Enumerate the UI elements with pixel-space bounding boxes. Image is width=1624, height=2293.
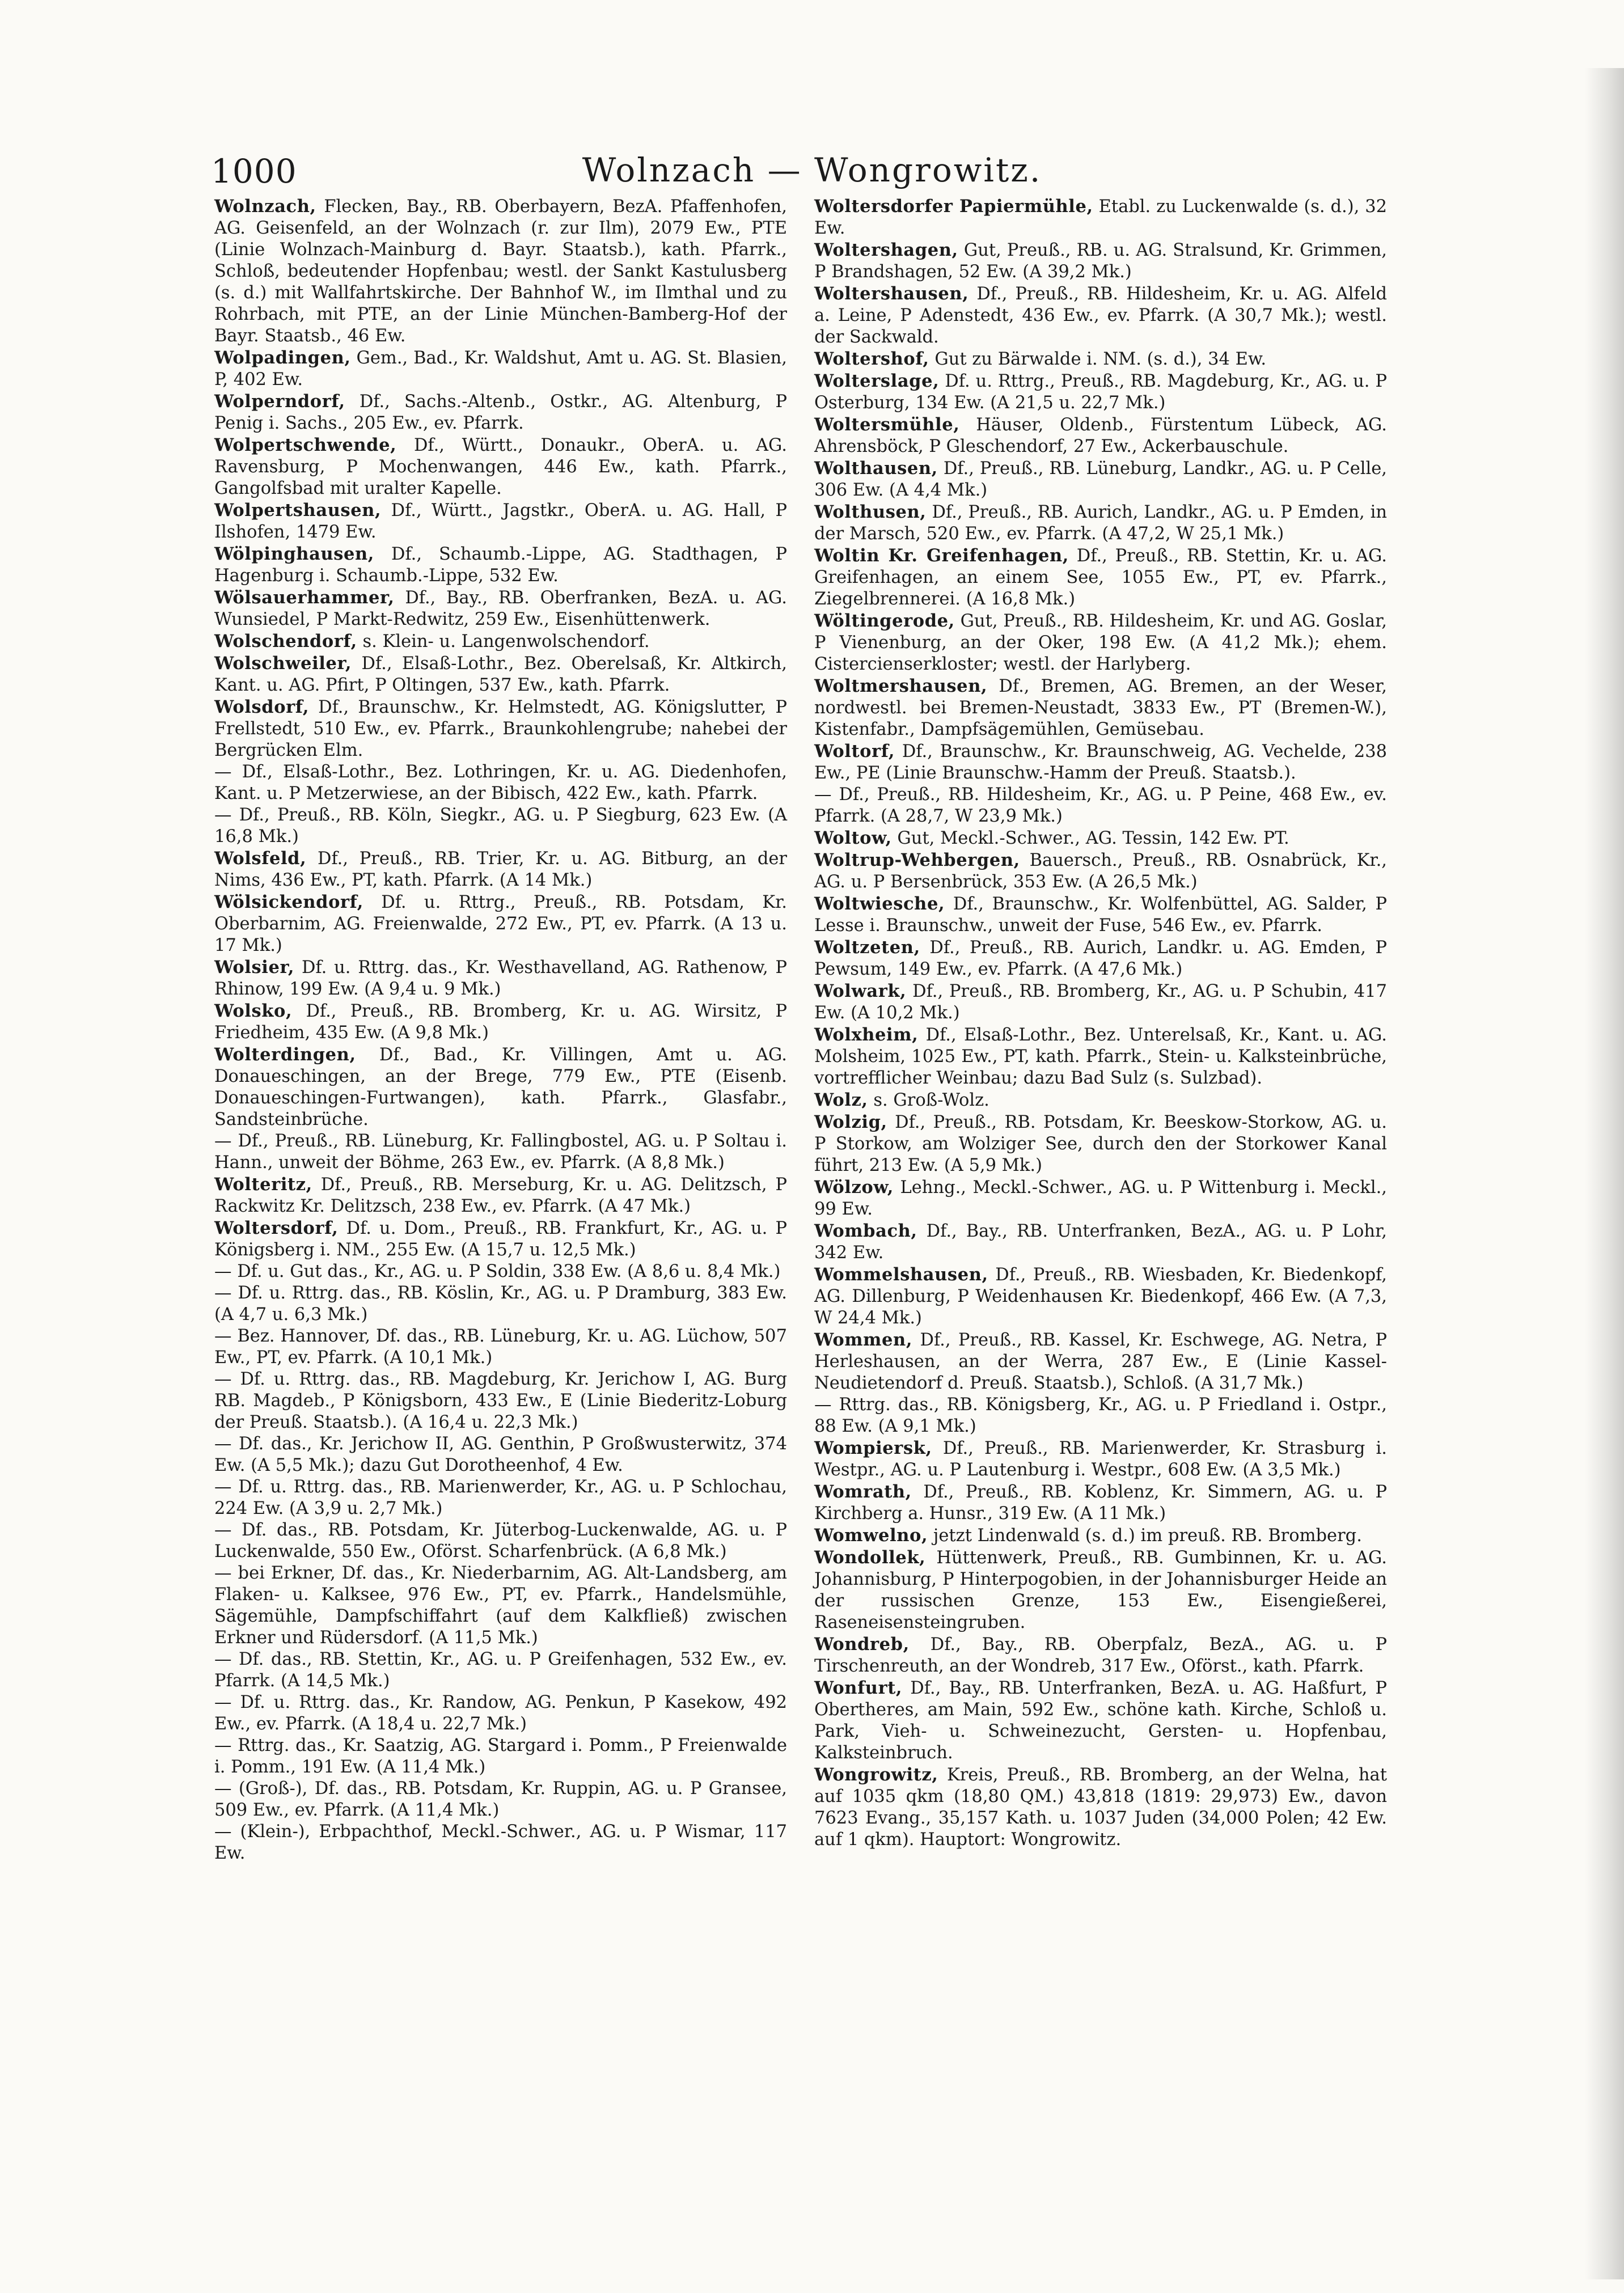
entry-headword: Wolzig,	[814, 1112, 887, 1132]
gazetteer-entry	[214, 848, 787, 891]
entry-headword: Wolterdingen,	[214, 1044, 356, 1065]
entry-text: s. Klein- u. Langenwolschendorf.	[362, 632, 650, 651]
gazetteer-entry	[814, 1089, 1387, 1111]
gazetteer-entry	[814, 827, 1387, 849]
entry-text: Df., Braunschw., Kr. Helmstedt, AG. Königslutter, P Frellstedt, 510 Ew., ev. Pfarrk., Braunkohlengrube; nahebei der Bergrücken Elm.	[214, 697, 787, 760]
gazetteer-entry	[814, 239, 1387, 283]
entry-text: Gut, Preuß., RB. u. AG. Stralsund, Kr. Grimmen, P Brandshagen, 52 Ew. (A 39,2 Mk.)	[814, 240, 1387, 282]
gazetteer-entry	[214, 891, 787, 957]
entry-text: Df., Preuß., RB. Bromberg, Kr., AG. u. P Schubin, 417 Ew. (A 10,2 Mk.)	[814, 981, 1387, 1023]
entry-text: Df., Bay., RB. Oberfranken, BezA. u. AG. Wunsiedel, P Markt-Redwitz, 259 Ew., Eisenhüttenwerk.	[214, 588, 787, 629]
entry-headword: Wolthusen,	[814, 502, 927, 522]
gazetteer-entry	[214, 434, 787, 500]
entry-headword: Wolwark,	[814, 981, 907, 1001]
gazetteer-entry	[214, 1563, 787, 1649]
gazetteer-entry	[214, 1477, 787, 1520]
entry-headword: Wölpinghausen,	[214, 544, 374, 564]
gazetteer-entry	[214, 631, 787, 653]
entry-text: — Df., Elsaß-Lothr., Bez. Lothringen, Kr. u. AG. Diedenhofen, Kant. u. P Metzerwiese, an der Bibisch, 422 Ew., kath. Pfarrk.	[214, 762, 787, 803]
entry-text: — bei Erkner, Df. das., Kr. Niederbarnim, AG. Alt-Landsberg, am Flaken- u. Kalksee, 976 Ew., PT, ev. Pfarrk., Handelsmühle, Sägemühle, Dampfschiffahrt (auf dem Kalkfließ) zwischen Erkner und Rüdersdorf. (A 11,5 Mk.)	[214, 1563, 787, 1648]
entry-text: Df. u. Rttrg., Preuß., RB. Magdeburg, Kr., AG. u. P Osterburg, 134 Ew. (A 21,5 u. 22,7 Mk.)	[814, 371, 1387, 413]
entry-text: Df., Bay., RB. Oberpfalz, BezA., AG. u. P Tirschenreuth, an der Wondreb, 317 Ew., Oförst., kath. Pfarrk.	[814, 1635, 1387, 1676]
entry-headword: Womrath,	[814, 1482, 912, 1502]
gazetteer-entry	[814, 1220, 1387, 1264]
gazetteer-entry	[814, 1024, 1387, 1089]
entry-text: — Df. u. Rttrg. das., RB. Köslin, Kr., AG. u. P Dramburg, 383 Ew. (A 4,7 u. 6,3 Mk.)	[214, 1283, 787, 1325]
entry-headword: Woltershausen,	[814, 284, 969, 304]
entry-headword: Woltershof,	[814, 349, 929, 369]
entry-text: Gem., Bad., Kr. Waldshut, Amt u. AG. St. Blasien, P, 402 Ew.	[214, 348, 787, 390]
entry-headword: Woltin Kr. Greifenhagen,	[814, 545, 1069, 566]
gazetteer-entry	[814, 1634, 1387, 1677]
entry-headword: Wommen,	[814, 1330, 913, 1350]
entry-headword: Wommelshausen,	[814, 1264, 988, 1285]
entry-text: Lehng., Meckl.-Schwer., AG. u. P Wittenburg i. Meckl., 99 Ew.	[814, 1178, 1387, 1219]
gazetteer-entry	[814, 1329, 1387, 1394]
entry-text: Df., Preuß., RB. Stettin, Kr. u. AG. Greifenhagen, an einem See, 1055 Ew., PT, ev. Pfarrk., Ziegelbrennerei. (A 16,8 Mk.)	[814, 546, 1387, 609]
entry-headword: Woltersdorfer Papiermühle,	[814, 196, 1093, 217]
entry-headword: Wolpadingen,	[214, 348, 351, 368]
entry-text: Df., Preuß., RB. Merseburg, Kr. u. AG. Delitzsch, P Rackwitz Kr. Delitzsch, 238 Ew., ev. Pfarrk. (A 47 Mk.)	[214, 1175, 787, 1216]
entry-headword: Wompiersk,	[814, 1438, 932, 1458]
entry-text: — Df., Preuß., RB. Köln, Siegkr., AG. u. P Siegburg, 623 Ew. (A 16,8 Mk.)	[214, 805, 787, 847]
entry-text: Df., Preuß., RB. Koblenz, Kr. Simmern, AG. u. P Kirchberg a. Hunsr., 319 Ew. (A 11 Mk.)	[814, 1482, 1387, 1524]
entry-text: Df., Elsaß-Lothr., Bez. Unterelsaß, Kr., Kant. u. AG. Molsheim, 1025 Ew., PT, kath. Pfarrk., Stein- u. Kalksteinbrüche, vortrefflicher Weinbau; dazu Bad Sulz (s. Sulzbad).	[814, 1025, 1387, 1088]
gazetteer-entry	[814, 1764, 1387, 1851]
gazetteer-entry	[814, 1525, 1387, 1547]
gazetteer-entry	[814, 1177, 1387, 1220]
gazetteer-entry	[814, 980, 1387, 1024]
gazetteer-entry	[214, 1520, 787, 1563]
gazetteer-entry	[814, 414, 1387, 458]
entry-text: s. Groß-Wolz.	[873, 1090, 989, 1110]
entry-text: — Bez. Hannover, Df. das., RB. Lüneburg, Kr. u. AG. Lüchow, 507 Ew., PT, ev. Pfarrk. (A 10,1 Mk.)	[214, 1326, 787, 1368]
entry-text: — Df. das., Kr. Jerichow II, AG. Genthin, P Großwusterwitz, 374 Ew. (A 5,5 Mk.); dazu Gut Dorotheenhof, 4 Ew.	[214, 1434, 787, 1475]
gazetteer-entry	[814, 1677, 1387, 1764]
gazetteer-entry	[214, 1369, 787, 1433]
entry-text: Df., Schaumb.-Lippe, AG. Stadthagen, P Hagenburg i. Schaumb.-Lippe, 532 Ew.	[214, 544, 787, 586]
entry-text: Bauersch., Preuß., RB. Osnabrück, Kr., AG. u. P Bersenbrück, 353 Ew. (A 26,5 Mk.)	[814, 851, 1387, 892]
entry-headword: Woltorf,	[814, 741, 895, 761]
gazetteer-entry	[214, 347, 787, 391]
entry-text: — (Klein-), Erbpachthof, Meckl.-Schwer., AG. u. P Wismar, 117 Ew.	[214, 1822, 787, 1863]
entry-text: Df., Württ., Donaukr., OberA. u. AG. Ravensburg, P Mochenwangen, 446 Ew., kath. Pfarrk., Gangolfsbad mit uralter Kapelle.	[214, 435, 787, 498]
page-number: 1000	[211, 152, 297, 191]
entry-text: Df., Preuß., RB. Wiesbaden, Kr. Biedenkopf, AG. Dillenburg, P Weidenhausen Kr. Biedenkopf, 466 Ew. (A 7,3, W 24,4 Mk.)	[814, 1265, 1388, 1328]
entry-text: — Df., Preuß., RB. Lüneburg, Kr. Fallingbostel, AG. u. P Soltau i. Hann., unweit der Böhme, 263 Ew., ev. Pfarrk. (A 8,8 Mk.)	[214, 1131, 787, 1173]
gazetteer-entry	[814, 196, 1387, 239]
gazetteer-entry	[814, 458, 1387, 501]
page-edge-shadow	[1585, 68, 1624, 2279]
gazetteer-entry	[214, 196, 787, 347]
gazetteer-entry	[214, 761, 787, 805]
entry-text: Gut, Meckl.-Schwer., AG. Tessin, 142 Ew. PT.	[897, 828, 1289, 848]
right-column	[814, 196, 1387, 1851]
entry-text: — Df. u. Rttrg. das., RB. Magdeburg, Kr. Jerichow I, AG. Burg RB. Magdeb., P Königsborn, 433 Ew., E (Linie Biederitz-Loburg der Preuß. Staatsb.). (A 16,4 u. 22,3 Mk.)	[214, 1369, 787, 1432]
gazetteer-entry	[814, 348, 1387, 370]
gazetteer-entry	[214, 1217, 787, 1261]
entry-text: Häuser, Oldenb., Fürstentum Lübeck, AG. Ahrensböck, P Gleschendorf, 27 Ew., Ackerbauschule.	[814, 415, 1387, 456]
entry-headword: Wölsauerhammer,	[214, 587, 395, 608]
entry-headword: Wolnzach,	[214, 196, 316, 217]
entry-headword: Woltersmühle,	[814, 414, 960, 435]
gazetteer-entry	[214, 1433, 787, 1477]
entry-headword: Wolpertschwende,	[214, 435, 397, 455]
entry-text: — Df. u. Rttrg. das., RB. Marienwerder, Kr., AG. u. P Schlochau, 224 Ew. (A 3,9 u. 2,7 Mk.)	[214, 1477, 787, 1518]
entry-headword: Wolperndorf,	[214, 391, 345, 412]
entry-headword: Wölsickendorf,	[214, 892, 363, 912]
entry-headword: Wolschweiler,	[214, 653, 352, 674]
entry-text: Df. u. Dom., Preuß., RB. Frankfurt, Kr., AG. u. P Königsberg i. NM., 255 Ew. (A 15,7 u. 12,5 Mk.)	[214, 1219, 787, 1260]
entry-text: Df., Württ., Jagstkr., OberA. u. AG. Hall, P Ilshofen, 1479 Ew.	[214, 501, 787, 542]
entry-headword: Wolsier,	[214, 957, 295, 978]
entry-text: — Df. u. Gut das., Kr., AG. u. P Soldin, 338 Ew. (A 8,6 u. 8,4 Mk.)	[214, 1262, 781, 1281]
entry-text: Df., Bremen, AG. Bremen, an der Weser, nordwestl. bei Bremen-Neustadt, 3833 Ew., PT (Bremen-W.), Kistenfabr., Dampfsägemühlen, Gemüsebau.	[814, 676, 1388, 739]
entry-text: jetzt Lindenwald (s. d.) im preuß. RB. Bromberg.	[933, 1526, 1362, 1546]
gazetteer-entry	[214, 587, 787, 631]
gazetteer-entry	[814, 370, 1387, 414]
entry-text: — Df. das., RB. Stettin, Kr., AG. u. P Greifenhagen, 532 Ew., ev. Pfarrk. (A 14,5 Mk.)	[214, 1649, 787, 1691]
entry-text: Df., Preuß., RB. Aurich, Landkr., AG. u. P Emden, in der Marsch, 520 Ew., ev. Pfarrk. (A 47,2, W 25,1 Mk.)	[814, 502, 1387, 544]
left-column	[214, 196, 787, 1864]
gazetteer-entry	[214, 1735, 787, 1778]
gazetteer-entry	[214, 1044, 787, 1131]
entry-headword: Woltmershausen,	[814, 676, 988, 696]
entry-text: Hüttenwerk, Preuß., RB. Gumbinnen, Kr. u. AG. Johannisburg, P Hinterpogobien, in der Johannisburger Heide an der russischen Grenze, 153 Ew., Eisengießerei, Raseneisensteingruben.	[814, 1548, 1388, 1632]
gazetteer-entry	[214, 1778, 787, 1821]
gazetteer-entry	[214, 805, 787, 848]
gazetteer-entry	[814, 893, 1387, 937]
entry-text: Df., Elsaß-Lothr., Bez. Oberelsaß, Kr. Altkirch, Kant. u. AG. Pfirt, P Oltingen, 537 Ew., kath. Pfarrk.	[214, 654, 787, 695]
entry-text: Etabl. zu Luckenwalde (s. d.), 32 Ew.	[814, 197, 1387, 238]
gazetteer-entry	[214, 1174, 787, 1217]
entry-headword: Wolsdorf,	[214, 697, 310, 717]
gazetteer-entry	[814, 1547, 1387, 1634]
entry-text: Df., Bad., Kr. Villingen, Amt u. AG. Donaueschingen, an der Brege, 779 Ew., PTE (Eisenb. Donaueschingen-Furtwangen), kath. Pfarrk., Glasfabr., Sandsteinbrüche.	[214, 1045, 787, 1129]
entry-text: Df., Preuß., RB. Aurich, Landkr. u. AG. Emden, P Pewsum, 149 Ew., ev. Pfarrk. (A 47,6 Mk.)	[814, 938, 1387, 979]
gazetteer-entry	[814, 1111, 1387, 1177]
entry-text: — Rttrg. das., RB. Königsberg, Kr., AG. u. P Friedland i. Ostpr., 88 Ew. (A 9,1 Mk.)	[814, 1395, 1387, 1436]
entry-text: Df., Bay., RB. Unterfranken, BezA. u. AG. Haßfurt, P Obertheres, am Main, 592 Ew., schöne kath. Kirche, Schloß u. Park, Vieh- u. Schweinezucht, Gersten- u. Hopfenbau, Kalksteinbruch.	[814, 1678, 1387, 1763]
entry-text: Df., Preuß., RB. Potsdam, Kr. Beeskow-Storkow, AG. u. P Storkow, am Wolziger See, durch den der Storkower Kanal führt, 213 Ew. (A 5,9 Mk.)	[814, 1112, 1387, 1175]
entry-headword: Woltershagen,	[814, 240, 958, 260]
gazetteer-entry	[214, 500, 787, 543]
entry-text: Df. u. Rttrg., Preuß., RB. Potsdam, Kr. Oberbarnim, AG. Freienwalde, 272 Ew., PT, ev. Pfarrk. (A 13 u. 17 Mk.)	[214, 892, 787, 955]
entry-text: Df., Sachs.-Altenb., Ostkr., AG. Altenburg, P Penig i. Sachs., 205 Ew., ev. Pfarrk.	[214, 392, 787, 433]
entry-headword: Wolteritz,	[214, 1174, 312, 1195]
gazetteer-entry	[214, 1692, 787, 1735]
entry-text: Df., Preuß., RB. Lüneburg, Landkr., AG. u. P Celle, 306 Ew. (A 4,4 Mk.)	[814, 459, 1387, 500]
gazetteer-entry	[814, 849, 1387, 893]
gazetteer-entry	[814, 1481, 1387, 1525]
gazetteer-entry	[214, 1649, 787, 1692]
entry-text: Df., Preuß., RB. Trier, Kr. u. AG. Bitburg, an der Nims, 436 Ew., PT, kath. Pfarrk. (A 14 Mk.)	[214, 849, 787, 890]
entry-text: Df. u. Rttrg. das., Kr. Westhavelland, AG. Rathenow, P Rhinow, 199 Ew. (A 9,4 u. 9 Mk.)	[214, 958, 787, 999]
entry-text: — Df., Preuß., RB. Hildesheim, Kr., AG. u. P Peine, 468 Ew., ev. Pfarrk. (A 28,7, W 23,9 Mk.)	[814, 785, 1387, 826]
gazetteer-entry	[814, 937, 1387, 980]
entry-headword: Wolsko,	[214, 1001, 293, 1021]
entry-headword: Wongrowitz,	[814, 1765, 938, 1785]
entry-headword: Wolsfeld,	[214, 848, 307, 869]
gazetteer-entry	[814, 610, 1387, 675]
gazetteer-entry	[214, 1283, 787, 1326]
entry-headword: Wolpertshausen,	[214, 500, 382, 521]
entry-text: Df., Preuß., RB. Hildesheim, Kr. u. AG. Alfeld a. Leine, P Adenstedt, 436 Ew., ev. Pfarrk. (A 30,7 Mk.); westl. der Sackwald.	[814, 284, 1387, 347]
entry-headword: Wolthausen,	[814, 458, 938, 479]
gazetteer-entry	[214, 543, 787, 587]
entry-text: Kreis, Preuß., RB. Bromberg, an der Welna, hat auf 1035 qkm (18,80 QM.) 43,818 (1819: 29,973) Ew., davon 7623 Evang., 35,157 Kath. u. 1037 Juden (34,000 Polen; 42 Ew. auf 1 qkm). Hauptort: Wongrowitz.	[814, 1765, 1387, 1850]
entry-text: — Rttrg. das., Kr. Saatzig, AG. Stargard i. Pomm., P Freienwalde i. Pomm., 191 Ew. (A 11,4 Mk.)	[214, 1736, 787, 1777]
gazetteer-entry	[814, 1394, 1387, 1437]
entry-headword: Woltzeten,	[814, 937, 920, 958]
entry-text: Gut zu Bärwalde i. NM. (s. d.), 34 Ew.	[934, 349, 1267, 369]
gazetteer-entry	[814, 675, 1387, 741]
gazetteer-entry	[214, 1261, 787, 1283]
entry-headword: Wölzow,	[814, 1177, 894, 1198]
entry-text: Df., Bay., RB. Unterfranken, BezA., AG. u. P Lohr, 342 Ew.	[814, 1221, 1387, 1263]
gazetteer-entry	[814, 283, 1387, 348]
gazetteer-entry	[214, 653, 787, 696]
gazetteer-entry	[214, 1000, 787, 1044]
entry-text: Df., Braunschw., Kr. Wolfenbüttel, AG. Salder, P Lesse i. Braunschw., unweit der Fuse, 546 Ew., ev. Pfarrk.	[814, 894, 1387, 936]
gazetteer-entry	[814, 784, 1387, 827]
entry-text: Df., Braunschw., Kr. Braunschweig, AG. Vechelde, 238 Ew., PE (Linie Braunschw.-Hamm der Preuß. Staatsb.).	[814, 742, 1387, 783]
entry-headword: Wolterslage,	[814, 371, 940, 391]
gazetteer-entry	[214, 957, 787, 1000]
entry-headword: Woltersdorf,	[214, 1218, 339, 1238]
entry-headword: Woltwiesche,	[814, 894, 945, 914]
gazetteer-entry	[214, 391, 787, 434]
entry-headword: Woltow,	[814, 828, 892, 848]
gazetteer-entry	[814, 1437, 1387, 1481]
entry-headword: Wondreb,	[814, 1634, 910, 1655]
entry-text: — Df. u. Rttrg. das., Kr. Randow, AG. Penkun, P Kasekow, 492 Ew., ev. Pfarrk. (A 18,4 u. 22,7 Mk.)	[214, 1693, 787, 1734]
gazetteer-entry	[214, 1821, 787, 1864]
entry-text: Df., Preuß., RB. Kassel, Kr. Eschwege, AG. Netra, P Herleshausen, an der Werra, 287 Ew., E (Linie Kassel-Neudietendorf d. Preuß. Staatsb.), Schloß. (A 31,7 Mk.)	[814, 1330, 1387, 1393]
gazetteer-entry	[814, 545, 1387, 610]
entry-text: Gut, Preuß., RB. Hildesheim, Kr. und AG. Goslar, P Vienenburg, an der Oker, 198 Ew. (A 41,2 Mk.); ehem. Cistercienserkloster; westl. der Harlyberg.	[814, 611, 1387, 674]
entry-headword: Wolz,	[814, 1090, 868, 1110]
entry-headword: Wöltingerode,	[814, 611, 955, 631]
entry-headword: Wolxheim,	[814, 1025, 919, 1045]
entry-headword: Womwelno,	[814, 1525, 928, 1546]
entry-headword: Wolschendorf,	[214, 631, 357, 651]
entry-headword: Wondollek,	[814, 1547, 926, 1568]
gazetteer-entry	[814, 741, 1387, 784]
entry-headword: Wonfurt,	[814, 1678, 903, 1698]
entry-text: — Df. das., RB. Potsdam, Kr. Jüterbog-Luckenwalde, AG. u. P Luckenwalde, 550 Ew., Oförst. Scharfenbrück. (A 6,8 Mk.)	[214, 1520, 787, 1562]
entry-text: Df., Preuß., RB. Bromberg, Kr. u. AG. Wirsitz, P Friedheim, 435 Ew. (A 9,8 Mk.)	[214, 1001, 787, 1043]
entry-text: Flecken, Bay., RB. Oberbayern, BezA. Pfaffenhofen, AG. Geisenfeld, an der Wolnzach (r. zur Ilm), 2079 Ew., PTE (Linie Wolnzach-Mainburg d. Bayr. Staatsb.), kath. Pfarrk., Schloß, bedeutender Hopfenbau; westl. der Sankt Kastulusberg (s. d.) mit Wallfahrtskirche. Der Bahnhof W., im Ilmthal und zu Rohrbach, mit PTE, an der Linie München-Bamberg-Hof der Bayr. Staatsb., 46 Ew.	[214, 197, 787, 346]
entry-headword: Wombach,	[814, 1221, 917, 1241]
gazetteer-entry	[214, 1326, 787, 1369]
gazetteer-entry	[214, 1131, 787, 1174]
gazetteer-entry	[214, 696, 787, 761]
gazetteer-entry	[814, 1264, 1387, 1329]
entry-text: Df., Preuß., RB. Marienwerder, Kr. Strasburg i. Westpr., AG. u. P Lautenburg i. Westpr., 608 Ew. (A 3,5 Mk.)	[814, 1439, 1387, 1480]
entry-text: — (Groß-), Df. das., RB. Potsdam, Kr. Ruppin, AG. u. P Gransee, 509 Ew., ev. Pfarrk. (A 11,4 Mk.)	[214, 1779, 787, 1820]
gazetteer-entry	[814, 501, 1387, 545]
running-head: Wolnzach — Wongrowitz.	[582, 151, 1042, 189]
entry-headword: Woltrup-Wehbergen,	[814, 850, 1020, 870]
